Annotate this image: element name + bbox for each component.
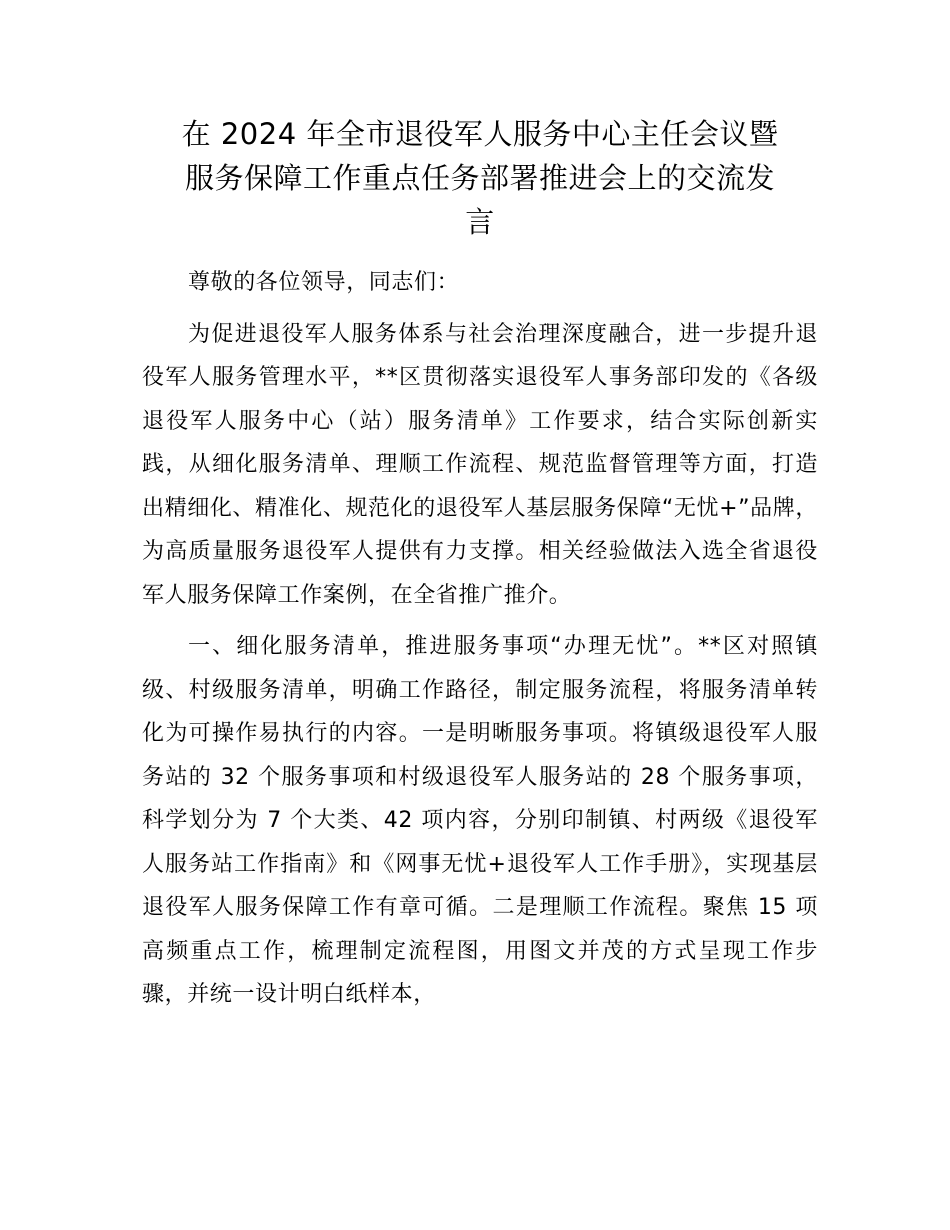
title-line-3: 言: [465, 205, 495, 239]
title-line-2: 服务保障工作重点任务部署推进会上的交流发: [184, 161, 775, 195]
title-line-1: 在 2024 年全市退役军人服务中心主任会议暨: [181, 117, 779, 151]
paragraph-intro: 为促进退役军人服务体系与社会治理深度融合，进一步提升退役军人服务管理水平，**区贯彻落实退役军人事务部印发的《各级退役军人服务中心（站）服务清单》工作要求，结合实际创新实践，从细化服务清单、理顺工作流程、规范监督管理等方面，打造出精细化、精准化、规范化的退役军人基层服务保障“无忧+”品牌，为高质量服务退役军人提供有力支撑。相关经验做法入选全省退役军人服务保障工作案例，在全省推广推介。: [142, 321, 818, 608]
greeting: 尊敬的各位领导，同志们：: [188, 270, 460, 295]
document-title: [142, 112, 818, 244]
paragraph-section-one: 一、细化服务清单，推进服务事项“办理无忧”。**区对照镇级、村级服务清单，明确工作路径，制定服务流程，将服务清单转化为可操作易执行的内容。一是明晰服务事项。将镇级退役军人服务站的 32 个服务事项和村级退役军人服务站的 28 个服务事项，科学划分为 7 个大类、42 项内容，分别印制镇、村两级《退役军人服务站工作指南》和《网事无忧+退役军人工作手册》，实现基层退役军人服务保障工作有章可循。二是理顺工作流程。聚焦 15 项高频重点工作，梳理制定流程图，用图文并茂的方式呈现工作步骤，并统一设计明白纸样本，: [142, 634, 818, 1007]
